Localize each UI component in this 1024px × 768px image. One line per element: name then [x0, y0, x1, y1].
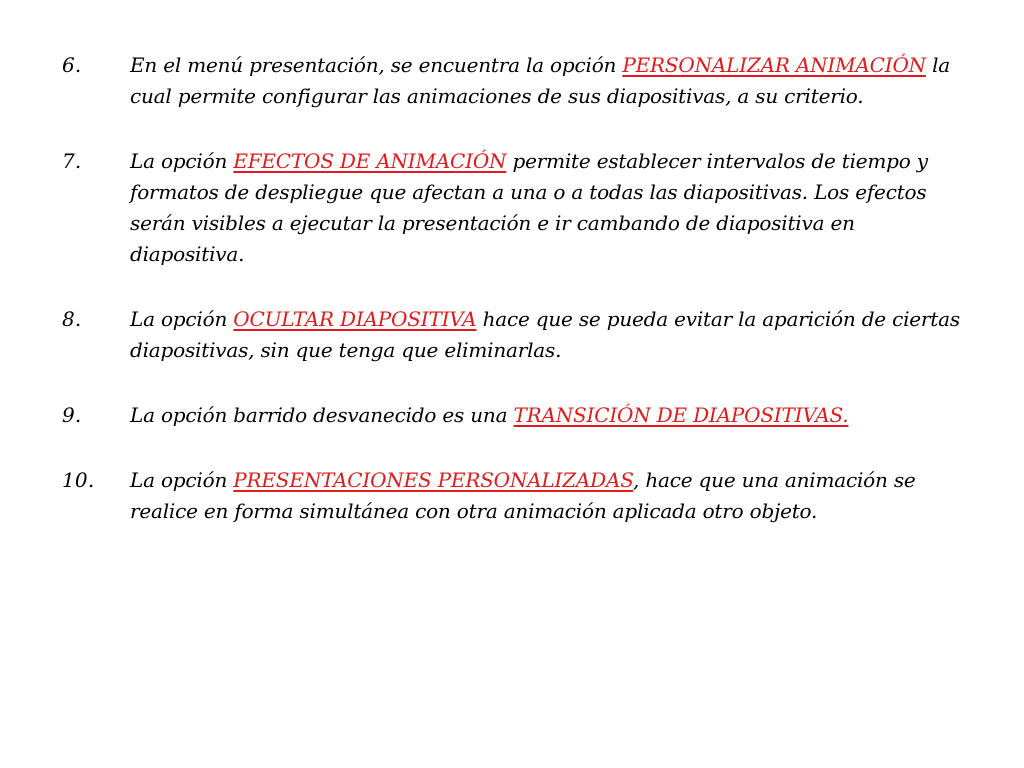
item-text-after: , hace que una animación se realice en forma simultánea con otra animación aplicada otro objeto.: [130, 468, 916, 523]
item-text: [130, 304, 962, 366]
item-text-after: hace que se pueda evitar la aparición de ciertas diapositivas, sin que tenga que eliminarlas.: [130, 307, 960, 362]
list-item: [62, 465, 962, 527]
item-text: [130, 50, 962, 112]
item-number: 8.: [62, 307, 82, 331]
item-text: [130, 400, 962, 431]
highlighted-term: TRANSICIÓN DE DIAPOSITIVAS.: [513, 403, 849, 427]
item-text-before: En el menú presentación, se encuentra la opción: [130, 53, 623, 77]
list-item: [62, 400, 962, 431]
highlighted-term: OCULTAR DIAPOSITIVA: [233, 307, 477, 331]
item-text: [130, 146, 962, 270]
item-text-before: La opción: [130, 307, 234, 331]
list-item: [62, 146, 962, 270]
highlighted-term: PRESENTACIONES PERSONALIZADAS: [233, 468, 634, 492]
highlighted-term: PERSONALIZAR ANIMACIÓN: [622, 53, 926, 77]
item-text: [130, 465, 962, 527]
numbered-list: [62, 50, 962, 561]
item-text-before: La opción barrido desvanecido es una: [130, 403, 514, 427]
list-item: [62, 304, 962, 366]
item-text-after: la cual permite configurar las animaciones de sus diapositivas, a su criterio.: [130, 53, 951, 108]
item-number: 6.: [62, 53, 82, 77]
list-item: [62, 50, 962, 112]
item-number: 10.: [62, 468, 95, 492]
item-number: 7.: [62, 149, 82, 173]
item-text-before: La opción: [130, 149, 234, 173]
highlighted-term: EFECTOS DE ANIMACIÓN: [233, 149, 507, 173]
item-text-after: permite establecer intervalos de tiempo y formatos de despliegue que afectan a una o a todas las diapositivas. Los efectos serán visibles a ejecutar la presentación e ir cambando de diapositiva en diapositiva.: [130, 149, 928, 266]
item-number: 9.: [62, 403, 82, 427]
item-text-before: La opción: [130, 468, 234, 492]
